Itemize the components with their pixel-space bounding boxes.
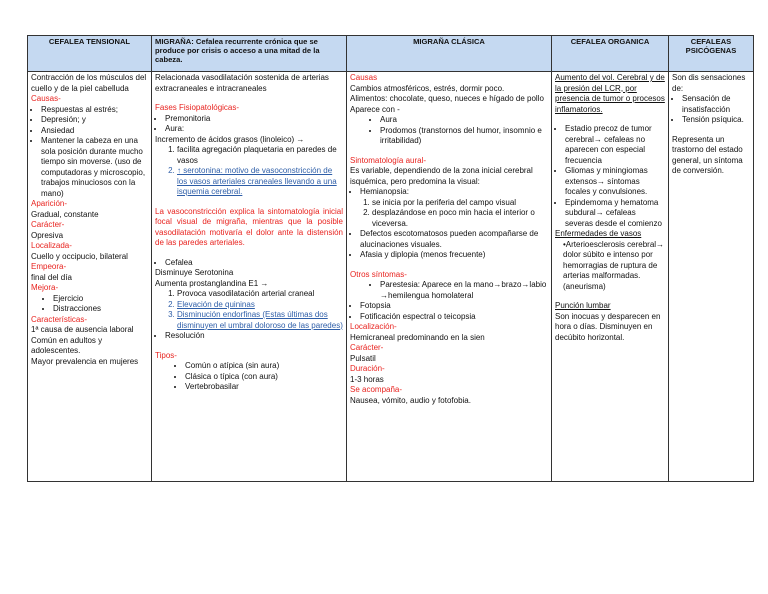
list-item: • Depresión; y (41, 115, 148, 126)
disminuye-text: Disminuye Serotonina (155, 268, 234, 277)
localizacion-value: Hemicraneal predominando en la sien (350, 332, 485, 342)
migrana-cell (152, 72, 347, 482)
aparicion-value: Gradual, constante (31, 209, 99, 219)
list-item: 2. desplazándose en poco min hacia el interior o viceversa. (372, 208, 548, 229)
list-item: • Aura: (165, 124, 343, 135)
vasos-label: Enfermedades de vasos (555, 229, 642, 238)
clasica-causas-label: Causas (350, 73, 378, 82)
fases-label: Fases Fisiopatológicas- (155, 103, 240, 112)
list-item: • Aura (380, 115, 548, 126)
mejora-label: Mejora- (31, 283, 59, 292)
list-item: • Distracciones (53, 304, 148, 315)
list-item: • Fotopsia (360, 301, 548, 312)
caracteristica-item: Común en adultos y adolescentes. (31, 335, 103, 355)
list-item: • Estadio precoz de tumor cerebral→ cefaleas no aparecen con especial frecuencia (565, 124, 665, 166)
tensional-intro: Contracción de los músculos del cuello y de la piel cabelluda (31, 73, 147, 93)
localizacion-label: Localización- (350, 322, 397, 331)
empeora-value: final del día (31, 272, 72, 282)
list-item: • Premonitoria (165, 114, 343, 125)
list-item: • Respuestas al estrés; (41, 105, 148, 116)
organica-intro: Aumento del vol. Cerebral y de la presión del LCR, por presencia de tumor o procesos inflamatorios. (555, 73, 665, 114)
organica-cell (552, 72, 669, 482)
clasica-caracter-label: Carácter- (350, 343, 384, 352)
list-item: 1. Provoca vasodilatación arterial craneal (177, 289, 343, 300)
duracion-label: Duración- (350, 364, 385, 373)
explica-text: La vasoconstricción explica la sintomatología inicial focal visual de migraña, mientras que la posible vasodilatación motivaría el dolor ante la distensión de las paredes arteriales. (155, 206, 343, 247)
list-item: • Gliomas y miningiomas extensos→ síntomas focales y convulsiones. (565, 166, 665, 198)
list-item: • Sensación de insatisfacción (682, 94, 750, 115)
psicogenas-cell (669, 72, 754, 482)
acompana-label: Se acompaña- (350, 385, 403, 394)
header-clasica: MIGRAÑA CLÁSICA (347, 36, 552, 72)
caracteristica-item: 1ª causa de ausencia laboral (31, 325, 134, 334)
vasos-text: •Arterioesclerosis cerebral→ dolor súbito e intenso por hemorragias de ruptura de arterias malformadas. (aneurisma) (563, 239, 665, 291)
clasica-cell (347, 72, 552, 482)
list-item: • Fotificación espectral o teicopsia (360, 312, 548, 323)
list-item: • Parestesia: Aparece en la mano→brazo→labio →hemilengua homolateral (380, 280, 548, 301)
puncion-label: Punción lumbar (555, 301, 611, 310)
list-item: • Mantener la cabeza en una sola posición durante mucho tiempo sin moverse. (uso de computadoras y microscopio, trabajos minuciosos con la mano) (41, 136, 148, 199)
header-tensional: CEFALEA TENSIONAL (28, 36, 152, 72)
list-item: 1. facilita agregación plaquetaria en paredes de vasos (177, 145, 343, 166)
migrana-intro: Relacionada vasodilatación sostenida de arterias extracraneales e intracraneales (155, 73, 329, 93)
cefaleas-table (27, 35, 754, 482)
localizada-value: Cuello y occipucio, bilateral (31, 251, 128, 261)
list-item: • Ejercicio (53, 294, 148, 305)
psicogenas-representa: Representa un trastorno del estado general, un síntoma de conversión. (672, 134, 743, 175)
caracter-value: Opresiva (31, 230, 64, 240)
clasica-causas: Cambios atmosféricos, estrés, dormir poco. (350, 83, 505, 93)
list-item: • Prodomos (transtornos del humor, insomnio e irritabilidad) (380, 126, 548, 147)
sinto-label: Sintomatología aural- (350, 155, 427, 165)
list-item: • Común o atípica (sin aura) (185, 361, 343, 372)
list-item: • Afasia y diplopia (menos frecuente) (360, 250, 548, 261)
list-item: • Tensión psíquica. (682, 115, 750, 126)
clasica-alimentos: Alimentos: chocolate, queso, nueces e hígado de pollo (350, 94, 544, 103)
acompana-value: Nausea, vómito, audio y fotofobia. (350, 395, 471, 405)
list-item: • Cefalea (165, 258, 343, 269)
caracteristica-item: Mayor prevalencia en mujeres (31, 356, 139, 366)
sinto-intro: Es variable, dependiendo de la zona inicial cerebral isquémica, pero predomina la visual: (350, 166, 533, 186)
list-item: • Resolución (165, 331, 343, 342)
psicogenas-son: Son dis sensaciones de: (672, 73, 746, 93)
list-item: 1. se inicia por la periferia del campo visual (372, 198, 548, 209)
duracion-value: 1-3 horas (350, 374, 384, 384)
list-item: • Epindemoma y hematoma subdural→ cefaleas severas desde el comienzo (565, 198, 665, 230)
clasica-aparece: Aparece con - (350, 104, 400, 114)
incremento-text: Incremento de ácidos grasos (linoleico) → (155, 134, 305, 144)
endorfinas-link[interactable]: 3. Disminución endorfinas (Estas últimas dos disminuyen el umbral doloroso de las paredes) (177, 310, 343, 331)
list-item: • Hemianopsia: (360, 187, 548, 198)
quininas-link[interactable]: 2. Elevación de quininas (177, 300, 343, 311)
list-item: • Vertebrobasilar (185, 382, 343, 393)
list-item: • Clásica o típica (con aura) (185, 372, 343, 383)
serotonina-link[interactable]: 2. ↑ serotonina: motivo de vasoconstricción de los vasos arteriales craneales llevando a una isquemia cerebral. (177, 166, 343, 198)
puncion-text: Son inocuas y desparecen en hora o días. Disminuyen en decúbito horizontal. (555, 311, 661, 342)
list-item: • Ansiedad (41, 126, 148, 137)
caracteristicas-label: Características- (31, 314, 88, 324)
caracter-label: Carácter- (31, 220, 65, 229)
empeora-label: Empeora- (31, 262, 67, 271)
localizada-label: Localizada- (31, 241, 72, 250)
tensional-cell (28, 72, 152, 482)
tipos-label: Tipos- (155, 350, 177, 360)
header-row (28, 36, 754, 72)
tensional-causas-label: Causas- (31, 94, 61, 103)
header-psicogenas: CEFALEAS PSICÓGENAS (669, 36, 754, 72)
header-organica: CEFALEA ORGANICA (552, 36, 669, 72)
content-row (28, 72, 754, 482)
aparicion-label: Aparición- (31, 199, 68, 208)
list-item: • Defectos escotomatosos pueden acompañarse de alucinaciones visuales. (360, 229, 548, 250)
otros-label: Otros síntomas- (350, 269, 407, 279)
aumenta-text: Aumenta prostanglandina E1 → (155, 278, 269, 288)
header-migrana: MIGRAÑA: Cefalea recurrente crónica que se produce por crisis o acceso a una mitad de la cabeza. (152, 36, 347, 72)
clasica-caracter-value: Pulsatil (350, 353, 376, 363)
